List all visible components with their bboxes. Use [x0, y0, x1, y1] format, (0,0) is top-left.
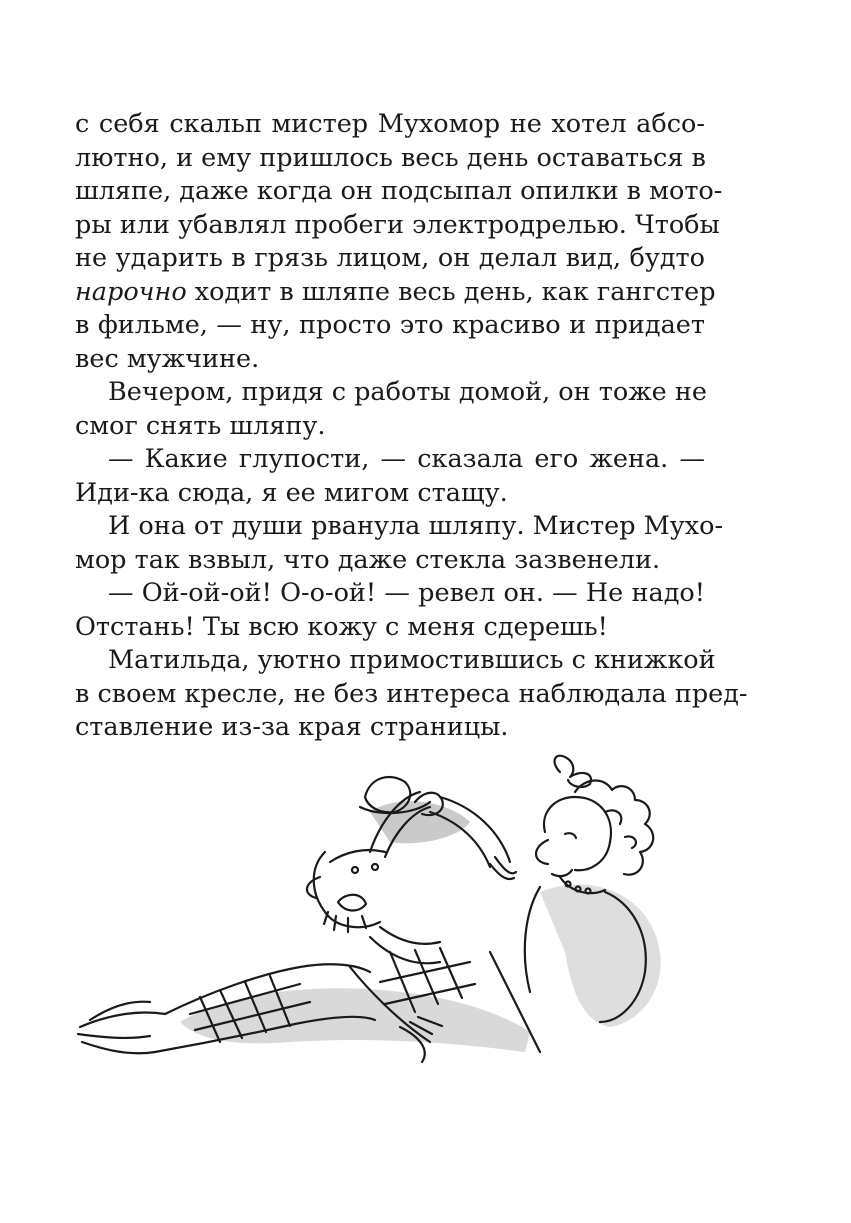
italic-word: нарочно	[75, 276, 187, 307]
text-line: — Какие глупости, — сказала его жена. —	[108, 444, 705, 474]
text-line: не ударить в грязь лицом, он делал вид, будто	[75, 243, 705, 273]
text-line: Вечером, придя с работы домой, он тоже не	[108, 377, 707, 407]
paragraph	[75, 510, 724, 577]
ink-sketch-woman-pulling-hat-icon	[70, 752, 710, 1072]
text-line	[75, 276, 716, 310]
text-line: И она от души рванула шляпу. Мистер Мухо-	[108, 511, 724, 541]
text-line: вес мужчине.	[75, 343, 260, 374]
paragraph	[75, 644, 748, 745]
text-line: ставление из-за края страницы.	[75, 712, 509, 742]
text-line: в фильме, — ну, просто это красиво и придает	[75, 310, 705, 340]
illustration-drawing	[70, 752, 710, 1072]
text-line: мор так взвыл, что даже стекла зазвенели.	[75, 544, 661, 575]
text-line: ры или убавлял пробеги электродрелью. Чтобы	[75, 209, 720, 240]
text-line: в своем кресле, не без интереса наблюдала пред-	[75, 678, 748, 709]
text-line-rest: ходит в шляпе весь день, как гангстер	[186, 276, 716, 307]
paragraph	[75, 108, 723, 376]
text-line: шляпе, даже когда он подсыпал опилки в мото-	[75, 176, 723, 206]
text-line: Иди-ка сюда, я ее мигом стащу.	[75, 477, 508, 508]
body-text	[75, 108, 748, 745]
text-line: смог снять шляпу.	[75, 410, 326, 441]
paragraph	[75, 376, 705, 443]
text-line: лютно, и ему пришлось весь день оставаться в	[75, 142, 706, 173]
text-line: с себя скальп мистер Мухомор не хотел абсо-	[75, 109, 705, 139]
text-line: — Ой-ой-ой! О-о-ой! — ревел он. — Не надо!	[108, 578, 705, 608]
text-line: Матильда, уютно примостившись с книжкой	[108, 645, 716, 675]
paragraph	[75, 443, 705, 510]
text-line: Отстань! Ты всю кожу с меня сдерешь!	[75, 611, 608, 642]
paragraph	[75, 577, 705, 644]
